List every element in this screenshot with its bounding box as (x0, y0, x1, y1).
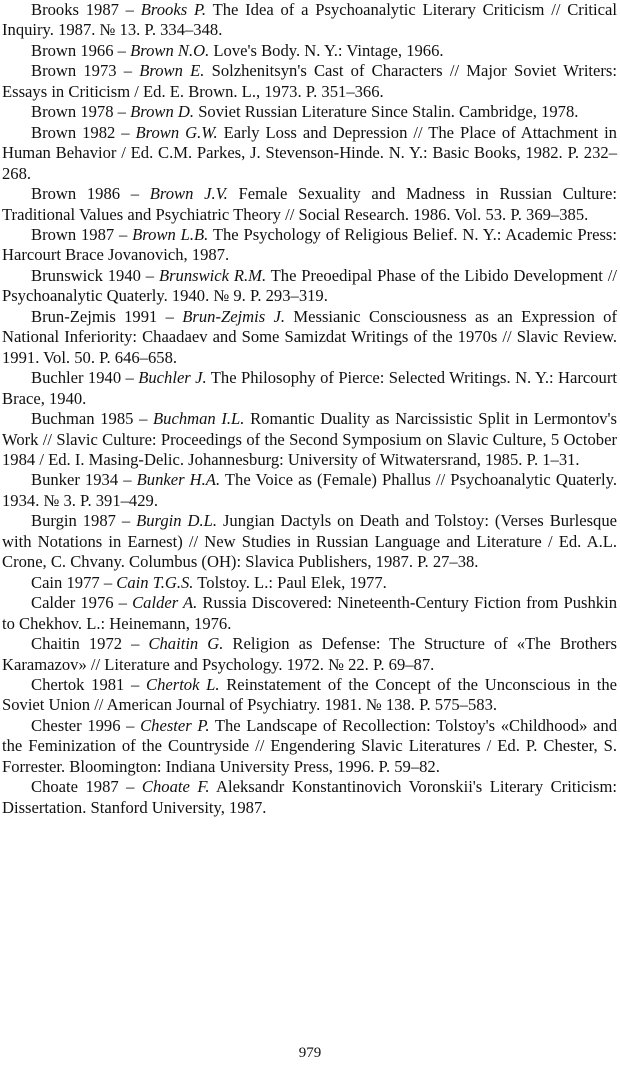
entry-details: Aleksandr Konstantinovich Voronskii's Literary Criticism: Dissertation. Stanford University, 1987. (2, 777, 618, 817)
entry-key: Brown 1987 – (31, 224, 128, 244)
entry-details: The Philosophy of Pierce: Selected Writings. N. Y.: Harcourt Brace, 1940. (2, 368, 617, 408)
bibliography-entry (2, 716, 617, 777)
bibliography-entry (2, 61, 617, 102)
bibliography-entry (2, 470, 617, 511)
entry-details: Jungian Dactyls on Death and Tolstoy: (Verses Burlesque with Notations in Earnest) // New Studies in Russian Language and Literature / Ed. A.L. Crone, C. Chvany. Columbus (OH): Slavica Publishers, 1987. P. 27–38. (2, 511, 617, 572)
entry-details: Messianic Consciousness as an Expression of National Inferiority: Chaadaev and Some Samizdat Writings of the 1970s // Slavic Review. 1991. Vol. 50. P. 646–658. (2, 306, 617, 367)
bibliography-entry (2, 634, 617, 675)
bibliography-entry (2, 41, 617, 61)
entry-details: The Preoedipal Phase of the Libido Development // Psychoanalytic Quaterly. 1940. № 9. P. 293–319. (2, 265, 617, 306)
entry-key: Brown 1973 – (31, 61, 133, 81)
bibliography-entry (2, 307, 617, 368)
bibliography-entry (2, 675, 617, 716)
entry-key: Bunker 1934 – (31, 470, 132, 490)
bibliography-entry (2, 409, 617, 470)
entry-author: Brunswick R.M. (158, 265, 267, 285)
entry-author: Brown E. (139, 61, 205, 81)
bibliography-entry (2, 0, 617, 41)
entry-key: Brown 1986 – (31, 184, 140, 204)
bibliography-entry (2, 368, 617, 409)
entry-details: Female Sexuality and Madness in Russian Culture: Traditional Values and Psychiatric Theory // Social Research. 1986. Vol. 53. P. 369–385. (2, 184, 617, 224)
entry-key: Buchman 1985 – (31, 409, 148, 429)
entry-author: Chaitin G. (148, 634, 224, 654)
entry-details: The Landscape of Recollection: Tolstoy's «Childhood» and the Feminization of the Countryside // Engendering Slavic Literatures / Ed. P. Chester, S. Forrester. Bloomington: Indiana University Press, 1996. P. 59–82. (2, 715, 617, 776)
entry-key: Brunswick 1940 – (31, 265, 155, 285)
bibliography-entry (2, 593, 617, 634)
entry-author: Brun-Zejmis J. (182, 306, 286, 326)
entry-details: The Voice as (Female) Phallus // Psychoanalytic Quaterly. 1934. № 3. P. 391–429. (2, 470, 617, 510)
entry-author: Brown D. (130, 102, 195, 122)
bibliography-entry (2, 123, 617, 184)
entry-author: Buchler J. (138, 368, 207, 388)
entry-key: Buchler 1940 – (31, 368, 134, 388)
bibliography-entry (2, 184, 617, 225)
entry-details: Solzhenitsyn's Cast of Characters // Major Soviet Writers: Essays in Criticism / Ed. E. Brown. L., 1973. P. 351–366. (2, 61, 618, 101)
entry-details: Soviet Russian Literature Since Stalin. Cambridge, 1978. (198, 102, 579, 122)
bibliography-entry (2, 102, 617, 122)
entry-key: Calder 1976 – (31, 593, 127, 613)
entry-key: Chertok 1981 – (31, 674, 140, 694)
entry-author: Chester P. (140, 715, 210, 735)
entry-author: Brooks P. (140, 0, 207, 19)
entry-key: Choate 1987 – (31, 777, 135, 797)
entry-key: Brun-Zejmis 1991 – (31, 306, 174, 326)
entry-key: Chester 1996 – (31, 715, 135, 735)
entry-key: Brown 1978 – (31, 102, 126, 122)
entry-author: Burgin D.L. (136, 511, 218, 531)
entry-author: Cain T.G.S. (116, 572, 194, 592)
entry-key: Chaitin 1972 – (31, 634, 140, 654)
bibliography-entry (2, 511, 617, 572)
bibliography-entry (2, 573, 617, 593)
entry-key: Burgin 1987 – (31, 511, 131, 531)
entry-details: The Idea of a Psychoanalytic Literary Criticism // Critical Inquiry. 1987. № 13. P. 334–348. (2, 0, 617, 40)
entry-details: Reinstatement of the Concept of the Unconscious in the Soviet Union // American Journal of Psychiatry. 1981. № 138. P. 575–583. (2, 674, 617, 715)
bibliography-entry (2, 777, 617, 818)
entry-author: Buchman I.L. (153, 409, 245, 429)
entry-details: Early Loss and Depression // The Place of Attachment in Human Behavior / Ed. C.M. Parkes, J. Stevenson-Hinde. N. Y.: Basic Books, 1982. P. 232–268. (2, 122, 617, 183)
bibliography-entry (2, 225, 617, 266)
entry-author: Calder A. (132, 593, 198, 613)
entry-key: Brown 1982 – (31, 122, 130, 142)
entry-author: Choate F. (141, 777, 210, 797)
entry-author: Brown G.W. (135, 122, 218, 142)
entry-author: Bunker H.A. (136, 470, 221, 490)
bibliography-list (2, 0, 617, 818)
bibliography-entry (2, 266, 617, 307)
entry-details: The Psychology of Religious Belief. N. Y.: Academic Press: Harcourt Brace Jovanovich, 1987. (2, 224, 618, 265)
entry-key: Brown 1966 – (31, 40, 126, 60)
entry-author: Chertok L. (146, 674, 220, 694)
entry-author: Brown N.O. (130, 40, 210, 60)
entry-details: Russia Discovered: Nineteenth-Century Fiction from Pushkin to Chekhov. L.: Heinemann, 1976. (2, 593, 617, 633)
entry-key: Cain 1977 – (31, 572, 113, 592)
entry-author: Brown L.B. (132, 224, 209, 244)
entry-author: Brown J.V. (149, 184, 228, 204)
entry-key: Brooks 1987 – (31, 0, 134, 19)
entry-details: Religion as Defense: The Structure of «The Brothers Karamazov» // Literature and Psychology. 1972. № 22. P. 69–87. (2, 634, 617, 674)
entry-details: Love's Body. N. Y.: Vintage, 1966. (213, 40, 444, 60)
page-number: 979 (298, 1045, 322, 1061)
entry-details: Tolstoy. L.: Paul Elek, 1977. (197, 572, 387, 592)
entry-details: Romantic Duality as Narcissistic Split in Lermontov's Work // Slavic Culture: Proceedings of the Second Symposium on Slavic Culture, 5 October 1984 / Ed. I. Masing-Delic. Johannesburg: University of Witwatersrand, 1985. P. 1–31. (2, 409, 617, 469)
